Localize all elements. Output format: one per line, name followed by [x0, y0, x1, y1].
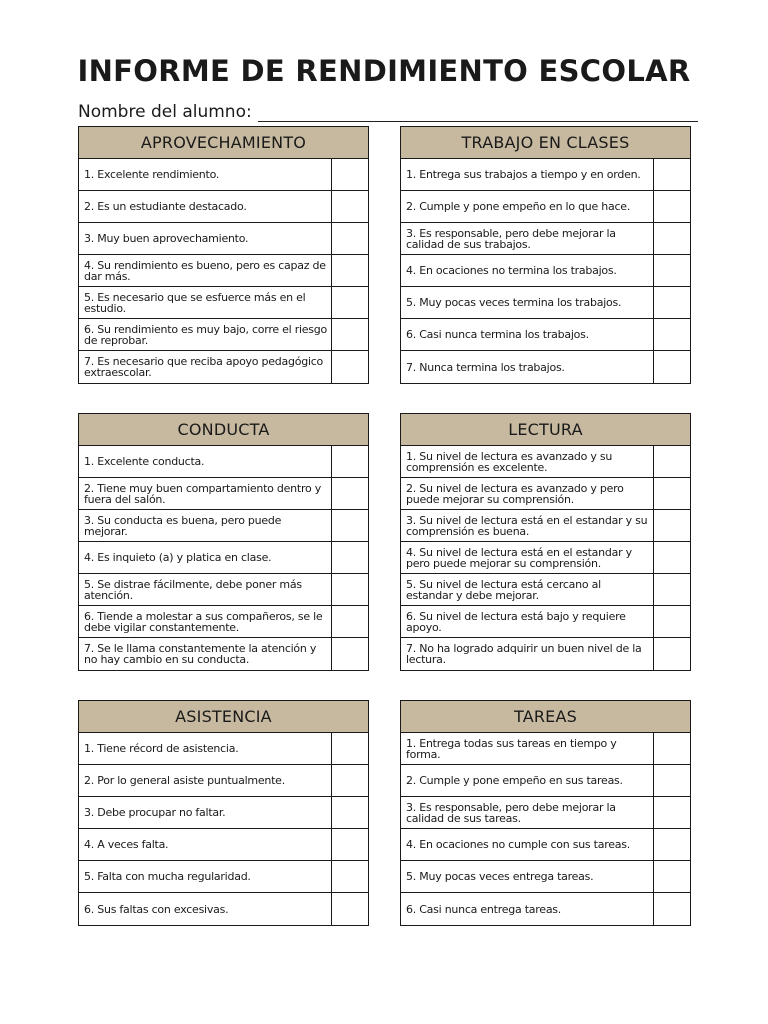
table-row: [79, 606, 368, 638]
item-text: 7. Nunca termina los trabajos.: [401, 351, 654, 383]
checkbox-cell[interactable]: [332, 638, 368, 670]
table-row: [401, 574, 690, 606]
checkbox-cell[interactable]: [654, 287, 690, 318]
table-row: [79, 351, 368, 383]
section-lectura: [400, 413, 691, 671]
student-name-row: [78, 96, 698, 122]
item-text: 4. Su rendimiento es bueno, pero es capaz de dar más.: [79, 255, 332, 286]
table-row: [79, 893, 368, 925]
table-row: [79, 478, 368, 510]
checkbox-cell[interactable]: [332, 542, 368, 573]
checkbox-cell[interactable]: [332, 223, 368, 254]
table-row: [79, 255, 368, 287]
item-text: 4. Es inquieto (a) y platica en clase.: [79, 542, 332, 573]
item-text: 1. Excelente conducta.: [79, 446, 332, 477]
table-row: [79, 319, 368, 351]
checkbox-cell[interactable]: [332, 574, 368, 605]
section-tareas: [400, 700, 691, 926]
checkbox-cell[interactable]: [654, 638, 690, 670]
section-trabajo-en-clases: [400, 126, 691, 384]
section-heading: APROVECHAMIENTO: [79, 127, 368, 159]
checkbox-cell[interactable]: [332, 606, 368, 637]
checkbox-cell[interactable]: [332, 446, 368, 477]
table-row: [79, 829, 368, 861]
table-row: [401, 765, 690, 797]
table-row: [401, 797, 690, 829]
checkbox-cell[interactable]: [654, 446, 690, 477]
checkbox-cell[interactable]: [332, 191, 368, 222]
section-heading: ASISTENCIA: [79, 701, 368, 733]
checkbox-cell[interactable]: [654, 606, 690, 637]
item-text: 6. Casi nunca termina los trabajos.: [401, 319, 654, 350]
checkbox-cell[interactable]: [654, 255, 690, 286]
item-text: 3. Es responsable, pero debe mejorar la calidad de sus trabajos.: [401, 223, 654, 254]
item-text: 5. Se distrae fácilmente, debe poner más atención.: [79, 574, 332, 605]
item-text: 6. Su rendimiento es muy bajo, corre el riesgo de reprobar.: [79, 319, 332, 350]
table-row: [401, 446, 690, 478]
checkbox-cell[interactable]: [654, 351, 690, 383]
item-text: 6. Tiende a molestar a sus compañeros, se le debe vigilar constantemente.: [79, 606, 332, 637]
table-row: [401, 861, 690, 893]
item-text: 5. Muy pocas veces entrega tareas.: [401, 861, 654, 892]
table-row: [401, 510, 690, 542]
section-heading: CONDUCTA: [79, 414, 368, 446]
student-name-label: Nombre del alumno:: [78, 102, 252, 122]
table-row: [401, 223, 690, 255]
item-text: 3. Su nivel de lectura está en el estandar y su comprensión es buena.: [401, 510, 654, 541]
checkbox-cell[interactable]: [332, 351, 368, 383]
checkbox-cell[interactable]: [332, 287, 368, 318]
checkbox-cell[interactable]: [654, 574, 690, 605]
table-row: [79, 446, 368, 478]
item-text: 2. Por lo general asiste puntualmente.: [79, 765, 332, 796]
section-heading: TRABAJO EN CLASES: [401, 127, 690, 159]
table-row: [401, 829, 690, 861]
checkbox-cell[interactable]: [332, 733, 368, 764]
checkbox-cell[interactable]: [654, 861, 690, 892]
item-text: 5. Muy pocas veces termina los trabajos.: [401, 287, 654, 318]
checkbox-cell[interactable]: [332, 765, 368, 796]
item-text: 2. Es un estudiante destacado.: [79, 191, 332, 222]
checkbox-cell[interactable]: [654, 765, 690, 796]
item-text: 1. Su nivel de lectura es avanzado y su comprensión es excelente.: [401, 446, 654, 477]
item-text: 4. En ocaciones no termina los trabajos.: [401, 255, 654, 286]
table-row: [401, 542, 690, 574]
checkbox-cell[interactable]: [654, 542, 690, 573]
item-text: 3. Es responsable, pero debe mejorar la calidad de sus tareas.: [401, 797, 654, 828]
item-text: 6. Sus faltas con excesivas.: [79, 893, 332, 925]
table-row: [79, 191, 368, 223]
table-row: [401, 255, 690, 287]
item-text: 6. Su nivel de lectura está bajo y requiere apoyo.: [401, 606, 654, 637]
item-text: 7. Es necesario que reciba apoyo pedagógico extraescolar.: [79, 351, 332, 383]
checkbox-cell[interactable]: [654, 797, 690, 828]
checkbox-cell[interactable]: [332, 255, 368, 286]
item-text: 7. No ha logrado adquirir un buen nivel de la lectura.: [401, 638, 654, 670]
checkbox-cell[interactable]: [654, 319, 690, 350]
table-row: [401, 159, 690, 191]
checkbox-cell[interactable]: [332, 478, 368, 509]
item-text: 1. Excelente rendimiento.: [79, 159, 332, 190]
table-row: [401, 351, 690, 383]
checkbox-cell[interactable]: [654, 191, 690, 222]
item-text: 2. Tiene muy buen compartamiento dentro y fuera del salón.: [79, 478, 332, 509]
item-text: 6. Casi nunca entrega tareas.: [401, 893, 654, 925]
checkbox-cell[interactable]: [654, 478, 690, 509]
section-asistencia: [78, 700, 369, 926]
checkbox-cell[interactable]: [654, 223, 690, 254]
item-text: 1. Entrega sus trabajos a tiempo y en orden.: [401, 159, 654, 190]
section-heading: TAREAS: [401, 701, 690, 733]
table-row: [401, 893, 690, 925]
checkbox-cell[interactable]: [654, 733, 690, 764]
table-row: [401, 733, 690, 765]
table-row: [79, 159, 368, 191]
table-row: [79, 542, 368, 574]
item-text: 4. Su nivel de lectura está en el estandar y pero puede mejorar su comprensión.: [401, 542, 654, 573]
item-text: 3. Su conducta es buena, pero puede mejorar.: [79, 510, 332, 541]
table-row: [79, 797, 368, 829]
table-row: [79, 638, 368, 670]
checkbox-cell[interactable]: [654, 510, 690, 541]
section-aprovechamiento: [78, 126, 369, 384]
table-row: [401, 287, 690, 319]
checkbox-cell[interactable]: [332, 829, 368, 860]
table-row: [401, 606, 690, 638]
checkbox-cell[interactable]: [654, 159, 690, 190]
table-row: [401, 478, 690, 510]
item-text: 3. Debe procupar no faltar.: [79, 797, 332, 828]
checkbox-cell[interactable]: [654, 829, 690, 860]
item-text: 2. Cumple y pone empeño en sus tareas.: [401, 765, 654, 796]
table-row: [79, 765, 368, 797]
table-row: [79, 733, 368, 765]
checkbox-cell[interactable]: [332, 893, 368, 925]
checkbox-cell[interactable]: [332, 510, 368, 541]
page-title: INFORME DE RENDIMIENTO ESCOLAR: [77, 54, 691, 88]
item-text: 3. Muy buen aprovechamiento.: [79, 223, 332, 254]
table-row: [79, 861, 368, 893]
checkbox-cell[interactable]: [654, 893, 690, 925]
item-text: 5. Su nivel de lectura está cercano al estandar y debe mejorar.: [401, 574, 654, 605]
item-text: 7. Se le llama constantemente la atención y no hay cambio en su conducta.: [79, 638, 332, 670]
checkbox-cell[interactable]: [332, 861, 368, 892]
item-text: 1. Tiene récord de asistencia.: [79, 733, 332, 764]
table-row: [79, 574, 368, 606]
checkbox-cell[interactable]: [332, 159, 368, 190]
item-text: 2. Cumple y pone empeño en lo que hace.: [401, 191, 654, 222]
item-text: 5. Falta con mucha regularidad.: [79, 861, 332, 892]
table-row: [401, 191, 690, 223]
table-row: [401, 319, 690, 351]
section-conducta: [78, 413, 369, 671]
item-text: 4. A veces falta.: [79, 829, 332, 860]
table-row: [79, 287, 368, 319]
item-text: 2. Su nivel de lectura es avanzado y pero puede mejorar su comprensión.: [401, 478, 654, 509]
item-text: 1. Entrega todas sus tareas en tiempo y forma.: [401, 733, 654, 764]
checkbox-cell[interactable]: [332, 319, 368, 350]
item-text: 4. En ocaciones no cumple con sus tareas.: [401, 829, 654, 860]
table-row: [79, 223, 368, 255]
item-text: 5. Es necesario que se esfuerce más en el estudio.: [79, 287, 332, 318]
checkbox-cell[interactable]: [332, 797, 368, 828]
section-heading: LECTURA: [401, 414, 690, 446]
table-row: [79, 510, 368, 542]
student-name-field[interactable]: [258, 104, 698, 122]
table-row: [401, 638, 690, 670]
